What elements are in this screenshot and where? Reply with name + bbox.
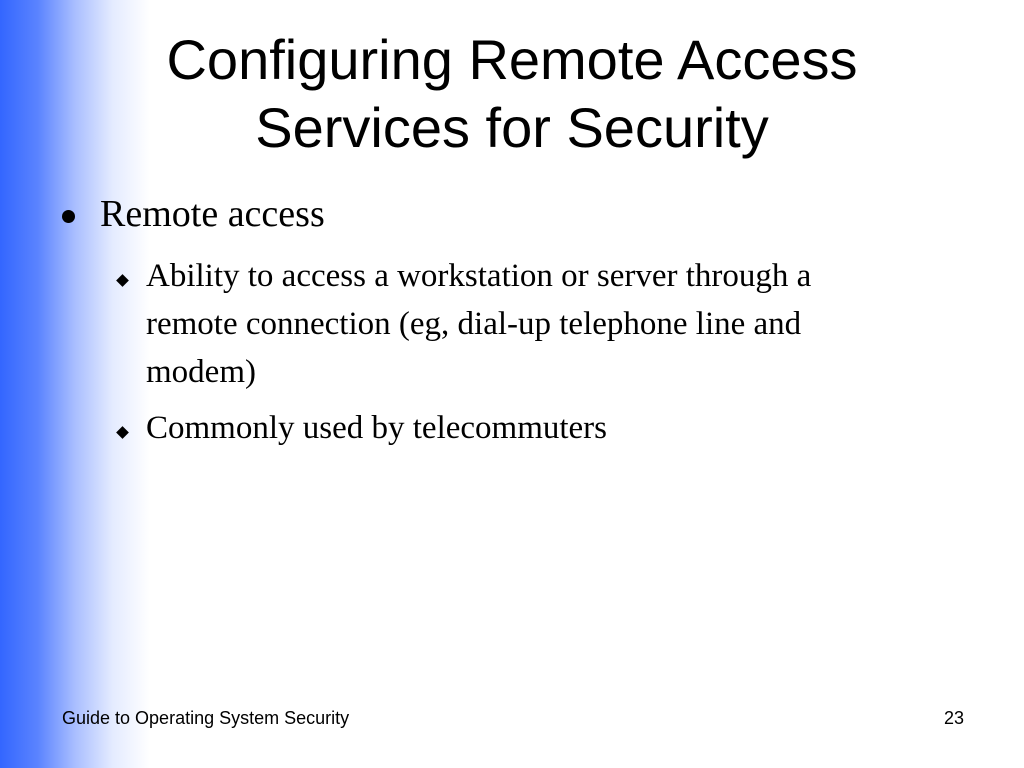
sub-bullet-text	[146, 404, 966, 452]
slide-title-line-2: Services for Security	[255, 96, 769, 159]
slide-number: 23	[943, 708, 964, 728]
sub-bullet-line-1: Commonly used by telecommuters	[146, 410, 608, 446]
sub-bullet-telecommuters	[116, 404, 966, 452]
diamond-bullet-icon	[116, 274, 129, 287]
sub-bullet-text	[146, 252, 966, 396]
bullet-text: Remote access	[100, 193, 325, 235]
sub-bullet-line-3: modem)	[146, 354, 256, 390]
slide-title-line-1: Configuring Remote Access	[166, 28, 858, 91]
diamond-bullet-icon	[116, 426, 129, 439]
footer-title: Guide to Operating System Security	[62, 708, 350, 728]
sub-bullet-ability	[116, 252, 966, 396]
bullet-dot-icon	[62, 210, 75, 223]
sub-bullet-line-1: Ability to access a workstation or server through a	[146, 258, 812, 294]
slide-title	[60, 26, 964, 162]
sub-bullet-line-2: remote connection (eg, dial-up telephone line and	[146, 306, 802, 342]
